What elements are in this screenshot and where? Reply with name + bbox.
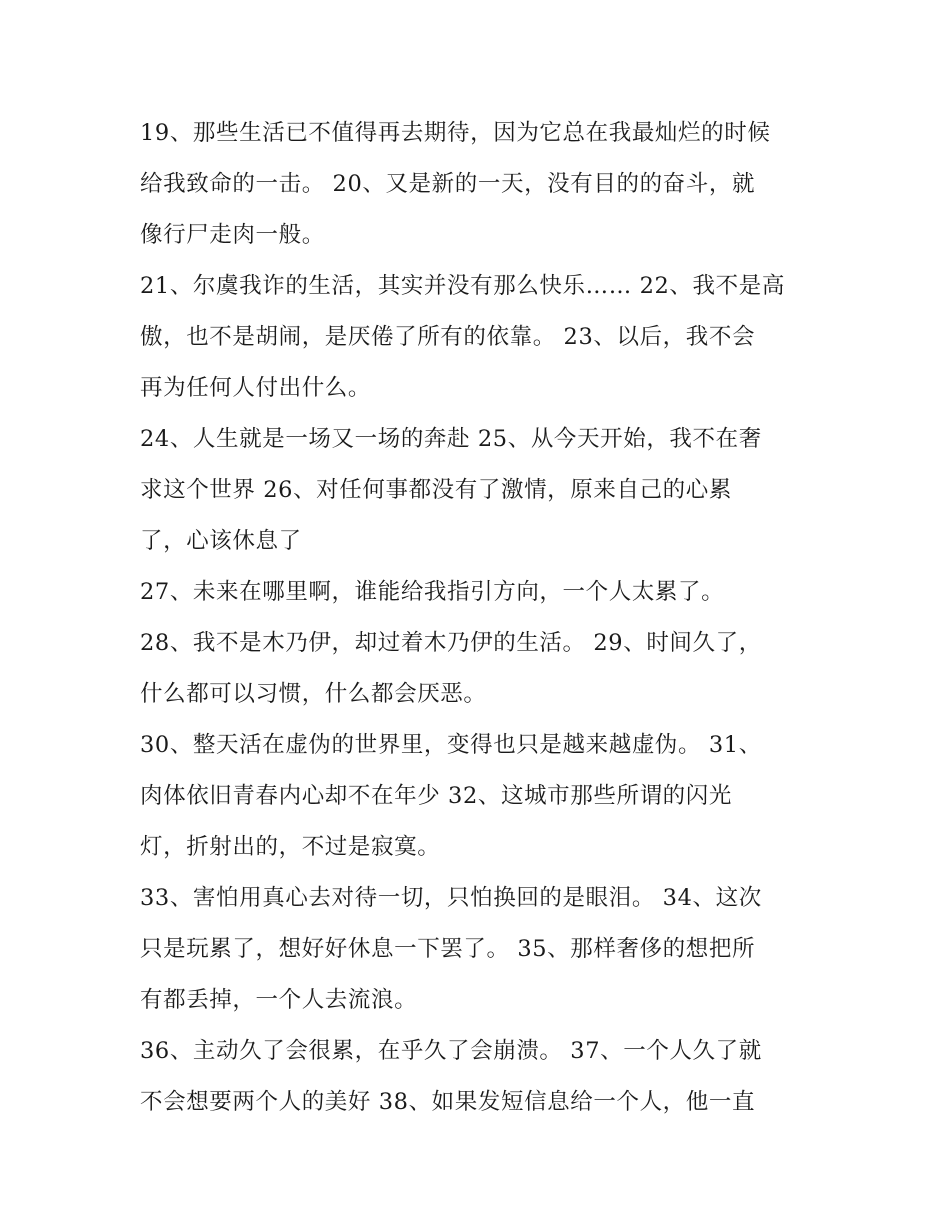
text-line: 不会想要两个人的美好 38、如果发短信息给一个人，他一直 [140, 1089, 756, 1115]
text-line: 求这个世界 26、对任何事都没有了激情，原来自己的心累 [140, 477, 732, 503]
document-text [140, 108, 820, 1128]
text-line: 27、未来在哪里啊，谁能给我指引方向，一个人太累了。 [140, 579, 725, 605]
text-line: 傲，也不是胡闹，是厌倦了所有的依靠。 23、以后，我不会 [140, 324, 756, 350]
text-line: 36、主动久了会很累，在乎久了会崩溃。 37、一个人久了就 [140, 1038, 762, 1064]
text-line: 21、尔虞我诈的生活，其实并没有那么快乐…… 22、我不是高 [140, 273, 785, 299]
text-line: 再为任何人付出什么。 [140, 375, 372, 401]
text-line: 19、那些生活已不值得再去期待，因为它总在我最灿烂的时候 [140, 120, 771, 146]
text-line: 33、害怕用真心去对待一切，只怕换回的是眼泪。 34、这次 [140, 885, 762, 911]
text-line: 30、整天活在虚伪的世界里，变得也只是越来越虚伪。 31、 [140, 732, 762, 758]
text-line: 像行尸走肉一般。 [140, 222, 325, 248]
text-line: 28、我不是木乃伊，却过着木乃伊的生活。 29、时间久了， [140, 630, 762, 656]
text-line: 了，心该休息了 [140, 528, 302, 554]
text-line: 灯，折射出的，不过是寂寞。 [140, 834, 441, 860]
text-line: 给我致命的一击。 20、又是新的一天，没有目的的奋斗，就 [140, 171, 756, 197]
text-line: 只是玩累了，想好好休息一下罢了。 35、那样奢侈的想把所 [140, 936, 756, 962]
text-line: 肉体依旧青春内心却不在年少 32、这城市那些所谓的闪光 [140, 783, 732, 809]
text-line: 有都丢掉，一个人去流浪。 [140, 987, 418, 1013]
text-line: 24、人生就是一场又一场的奔赴 25、从今天开始，我不在奢 [140, 426, 762, 452]
text-line: 什么都可以习惯，什么都会厌恶。 [140, 681, 487, 707]
